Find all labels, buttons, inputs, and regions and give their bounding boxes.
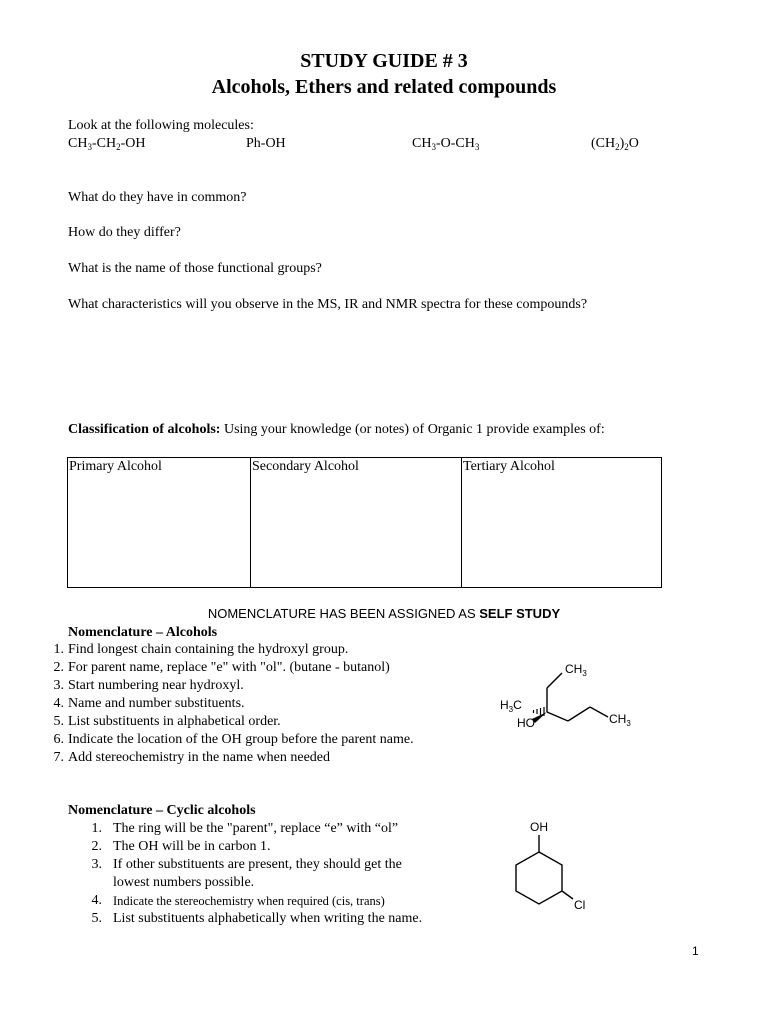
molecule-oxirane: $(CH_2)_2O$ [591, 136, 639, 152]
classification-heading: Classification of alcohols: [68, 422, 221, 437]
molecule-dimethyl-ether: $CH_3-O-CH_3$ [412, 136, 480, 152]
question-common: What do they have in common? [68, 190, 247, 205]
bond [547, 712, 568, 721]
list-item: The OH will be in carbon 1. [113, 839, 271, 854]
bond [562, 891, 573, 899]
list-item: If other substituents are present, they should get the [113, 857, 402, 872]
label-ch3-top: $CH_3$ [565, 662, 587, 678]
table-cell-secondary[interactable]: Secondary Alcohol [251, 458, 462, 588]
list-item: Find longest chain containing the hydroxyl group. [68, 642, 349, 657]
list-item: List substituents alphabetically when writing the name. [113, 911, 423, 926]
alcohols-heading: Nomenclature – Alcohols [68, 625, 218, 640]
list-item: Start numbering near hydroxyl. [68, 678, 244, 693]
page-number: 1 [692, 944, 699, 958]
cyclic-heading: Nomenclature – Cyclic alcohols [68, 803, 256, 818]
bond [590, 707, 608, 717]
molecule-ethanol: $CH_3-CH_2-OH$ [68, 136, 146, 152]
label-h3c: $H_3C$ [500, 698, 522, 714]
cyclohexanol-structure-diagram [500, 815, 600, 915]
table-cell-tertiary[interactable]: Tertiary Alcohol [462, 458, 662, 588]
label-ho: HO [517, 716, 535, 730]
list-item-continuation: lowest numbers possible. [113, 875, 255, 890]
molecule-phenol: Ph-OH [246, 136, 286, 151]
classification-prompt [68, 422, 605, 438]
molecules-intro: Look at the following molecules: [68, 118, 254, 133]
page-title: STUDY GUIDE # 3 [300, 50, 468, 72]
question-differ: How do they differ? [68, 225, 181, 240]
list-item: Add stereochemistry in the name when needed [68, 750, 331, 765]
page-subtitle: Alcohols, Ethers and related compounds [211, 76, 557, 98]
list-item: Indicate the stereochemistry when required (cis, trans) [113, 894, 385, 908]
table-cell-primary[interactable]: Primary Alcohol [68, 458, 251, 588]
classification-table [67, 457, 662, 588]
cyclohexane-ring [516, 852, 562, 904]
list-item: Name and number substituents. [68, 696, 245, 711]
label-oh: OH [530, 820, 548, 834]
question-functional-groups: What is the name of those functional groups? [68, 261, 322, 276]
classification-text: Using your knowledge (or notes) of Organic 1 provide examples of: [220, 422, 605, 437]
bond [568, 707, 590, 721]
label-cl: Cl [574, 898, 586, 912]
label-ch3-right: $CH_3$ [609, 712, 631, 728]
bond [547, 673, 562, 688]
question-spectra: What characteristics will you observe in the MS, IR and NMR spectra for these compounds? [68, 297, 588, 312]
list-item: For parent name, replace "e" with "ol". (butane - butanol) [68, 660, 390, 675]
list-item: List substituents in alphabetical order. [68, 714, 281, 729]
alcohol-structure-diagram [490, 655, 650, 735]
list-item: The ring will be the "parent", replace “e” with “ol” [113, 821, 399, 836]
list-item: Indicate the location of the OH group before the parent name. [68, 732, 414, 747]
self-study-banner: NOMENCLATURE HAS BEEN ASSIGNED AS SELF STUDY [207, 606, 561, 621]
